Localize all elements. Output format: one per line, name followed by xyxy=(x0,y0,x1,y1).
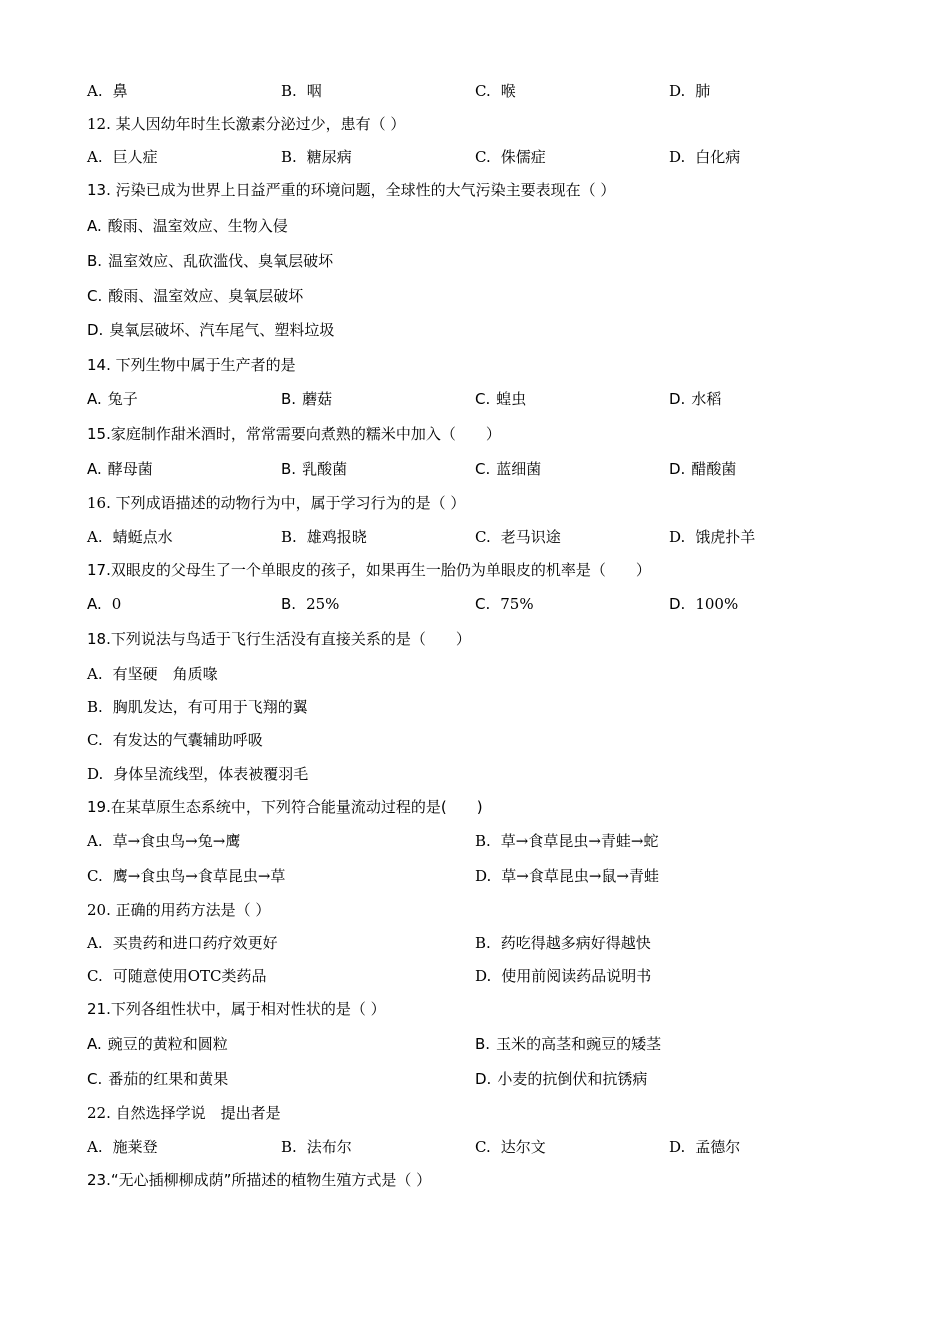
q23-stem: 23.“无心插柳柳成荫”所描述的植物生殖方式是（ ） xyxy=(87,1171,432,1189)
q18-option-b: B. 胸肌发达，有可用于飞翔的翼 xyxy=(87,698,308,716)
q12-option-b: B. 糖尿病 xyxy=(281,148,352,166)
q20-option-b: B. 药吃得越多病好得越快 xyxy=(475,934,651,952)
q13-option-a: A. 酸雨、温室效应、生物入侵 xyxy=(87,217,288,235)
q22-option-b: B. 法布尔 xyxy=(281,1138,352,1156)
q14-option-c: C. 蝗虫 xyxy=(475,390,527,408)
q17-option-c: C. 75% xyxy=(475,595,534,613)
q15-option-a: A. 酵母菌 xyxy=(87,460,153,478)
q15-stem: 15.家庭制作甜米酒时，常常需要向煮熟的糯米中加入（ ） xyxy=(87,425,501,443)
q20-option-c: C. 可随意使用OTC类药品 xyxy=(87,967,267,985)
q16-option-a: A. 蜻蜓点水 xyxy=(87,528,173,546)
q16-option-b: B. 雄鸡报晓 xyxy=(281,528,367,546)
q20-option-a: A. 买贵药和进口药疗效更好 xyxy=(87,934,278,952)
q11-option-c: C. 喉 xyxy=(475,82,516,100)
q18-stem: 18.下列说法与鸟适于飞行生活没有直接关系的是（ ） xyxy=(87,630,471,648)
q20-stem: 20. 正确的用药方法是（ ） xyxy=(87,901,271,919)
q13-option-b: B. 温室效应、乱砍滥伐、臭氧层破坏 xyxy=(87,252,334,270)
q22-option-c: C. 达尔文 xyxy=(475,1138,546,1156)
q14-stem: 14. 下列生物中属于生产者的是 xyxy=(87,356,296,374)
q17-option-a: A. 0 xyxy=(87,595,122,613)
q11-option-d: D. 肺 xyxy=(669,82,711,100)
q14-option-d: D. 水稻 xyxy=(669,390,722,408)
q18-option-a: A. 有坚硬 角质喙 xyxy=(87,665,218,683)
q12-option-a: A. 巨人症 xyxy=(87,148,158,166)
q18-option-d: D. 身体呈流线型，体表被覆羽毛 xyxy=(87,765,309,783)
q15-option-d: D. 醋酸菌 xyxy=(669,460,737,478)
q13-option-d: D. 臭氧层破坏、汽车尾气、塑料垃圾 xyxy=(87,321,335,339)
q22-option-d: D. 孟德尔 xyxy=(669,1138,741,1156)
q19-option-b: B. 草→食草昆虫→青蛙→蛇 xyxy=(475,832,659,850)
q21-option-c: C. 番茄的红果和黄果 xyxy=(87,1070,229,1088)
q18-option-c: C. 有发达的气囊辅助呼吸 xyxy=(87,731,263,749)
q17-option-d: D. 100% xyxy=(669,595,739,613)
q14-option-b: B. 蘑菇 xyxy=(281,390,333,408)
q12-option-d: D. 白化病 xyxy=(669,148,741,166)
q12-stem: 12. 某人因幼年时生长激素分泌过少，患有（ ） xyxy=(87,115,406,133)
q15-option-c: C. 蓝细菌 xyxy=(475,460,542,478)
q16-option-d: D. 饿虎扑羊 xyxy=(669,528,756,546)
q21-option-b: B. 玉米的高茎和豌豆的矮茎 xyxy=(475,1035,662,1053)
q14-option-a: A. 兔子 xyxy=(87,390,138,408)
q11-option-a: A. 鼻 xyxy=(87,82,128,100)
q16-option-c: C. 老马识途 xyxy=(475,528,561,546)
q15-option-b: B. 乳酸菌 xyxy=(281,460,348,478)
q19-option-a: A. 草→食虫鸟→兔→鹰 xyxy=(87,832,241,850)
q20-option-d: D. 使用前阅读药品说明书 xyxy=(475,967,652,985)
q19-option-c: C. 鹰→食虫鸟→食草昆虫→草 xyxy=(87,867,286,885)
q17-stem: 17.双眼皮的父母生了一个单眼皮的孩子，如果再生一胎仍为单眼皮的机率是（ ） xyxy=(87,561,651,579)
q19-stem: 19.在某草原生态系统中，下列符合能量流动过程的是( ) xyxy=(87,798,483,816)
q22-option-a: A. 施莱登 xyxy=(87,1138,158,1156)
q22-stem: 22. 自然选择学说 提出者是 xyxy=(87,1104,281,1122)
q21-option-d: D. 小麦的抗倒伏和抗锈病 xyxy=(475,1070,648,1088)
q16-stem: 16. 下列成语描述的动物行为中，属于学习行为的是（ ） xyxy=(87,494,466,512)
q21-option-a: A. 豌豆的黄粒和圆粒 xyxy=(87,1035,228,1053)
q17-option-b: B. 25% xyxy=(281,595,340,613)
q19-option-d: D. 草→食草昆虫→鼠→青蛙 xyxy=(475,867,659,885)
q21-stem: 21.下列各组性状中，属于相对性状的是（ ） xyxy=(87,1000,386,1018)
q13-option-c: C. 酸雨、温室效应、臭氧层破坏 xyxy=(87,287,304,305)
q13-stem: 13. 污染已成为世界上日益严重的环境问题，全球性的大气污染主要表现在（ ） xyxy=(87,181,616,199)
q11-option-b: B. 咽 xyxy=(281,82,322,100)
q12-option-c: C. 侏儒症 xyxy=(475,148,546,166)
